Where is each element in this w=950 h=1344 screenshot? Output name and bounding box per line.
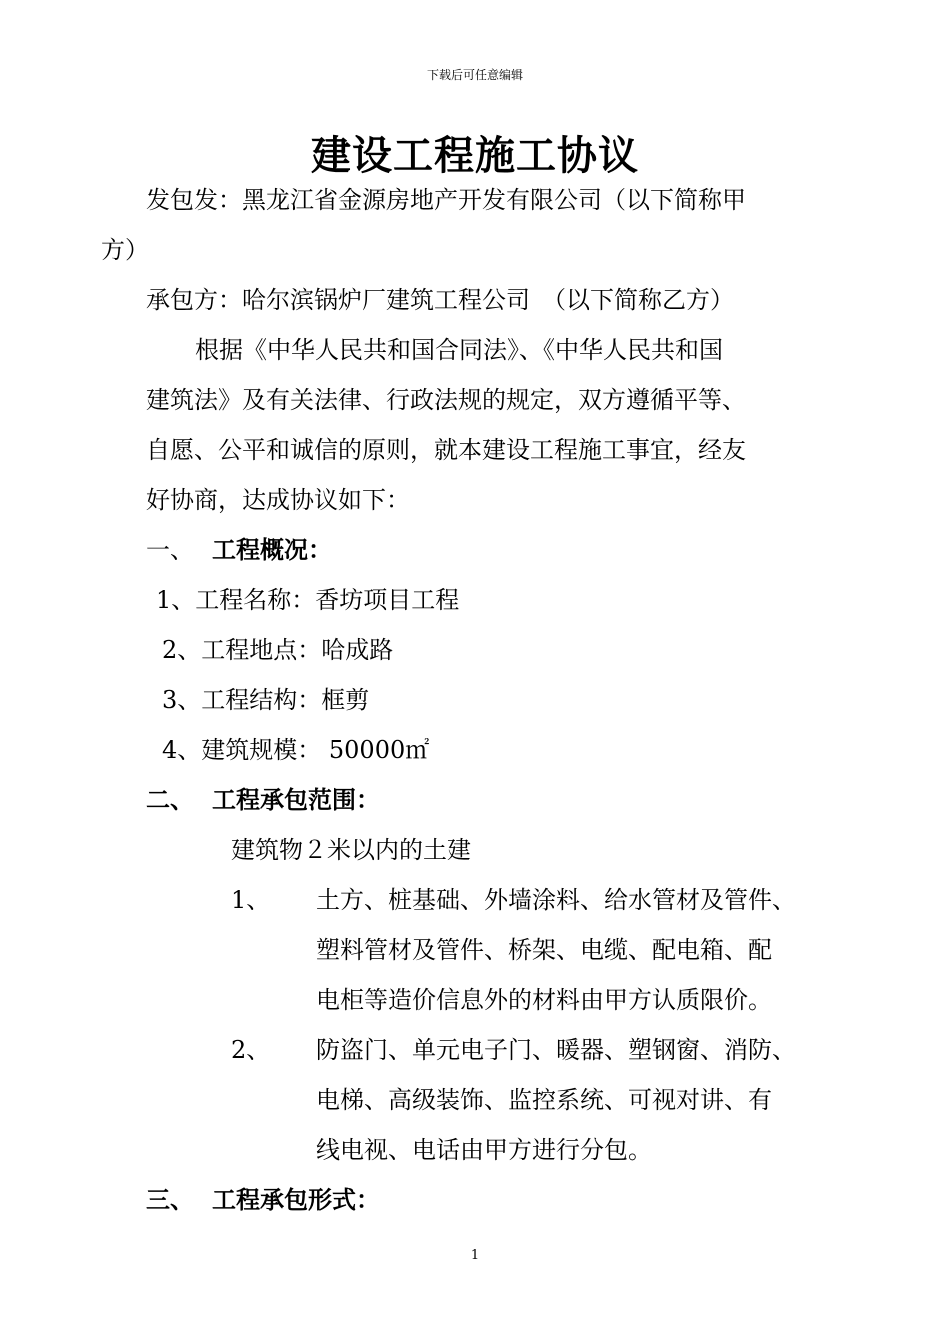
section2-number: 二、 [146,786,194,814]
section2-heading: 工程承包范围： [212,786,380,814]
preamble-line-2: 建筑法》及有关法律、行政法规的规定，双方遵循平等、 [146,386,746,414]
section1-number: 一、 [146,536,194,564]
section3-heading: 工程承包形式： [212,1186,380,1214]
section2-item-2-line-2: 电梯、高级装饰、监控系统、可视对讲、有 [316,1086,772,1114]
section1-item-3: 3、工程结构：框剪 [162,686,370,714]
client-line-2: 方） [101,236,149,264]
section1-heading: 工程概况： [212,536,332,564]
client-line-1: 发包发：黑龙江省金源房地产开发有限公司（以下简称甲 [146,186,746,214]
section2-item-2-line-3: 线电视、电话由甲方进行分包。 [316,1136,652,1164]
preamble-line-3: 自愿、公平和诚信的原则，就本建设工程施工事宜，经友 [146,436,746,464]
section2-intro: 建筑物２米以内的土建 [231,836,471,864]
contractor-line: 承包方：哈尔滨锅炉厂建筑工程公司 （以下简称乙方） [146,286,734,314]
preamble-line-1: 根据《中华人民共和国合同法》、《中华人民共和国 [195,336,723,364]
section2-item-2-number: 2、 [231,1036,271,1064]
section2-item-1-line-3: 电柜等造价信息外的材料由甲方认质限价。 [316,986,772,1014]
section1-item-2: 2、工程地点：哈成路 [162,636,394,664]
section1-item-1: 1、工程名称：香坊项目工程 [156,586,460,614]
page-number: 1 [470,1248,480,1263]
section2-item-2-line-1: 防盗门、单元电子门、暖器、塑钢窗、消防、 [316,1036,796,1064]
document-title: 建设工程施工协议 [311,133,639,179]
page-header: 下载后可任意编辑 [426,68,523,82]
section2-item-1-line-1: 土方、桩基础、外墙涂料、给水管材及管件、 [316,886,796,914]
section1-item-4: 4、建筑规模： 50000㎡ [162,736,430,764]
section2-item-1-line-2: 塑料管材及管件、桥架、电缆、配电箱、配 [316,936,772,964]
preamble-line-4: 好协商，达成协议如下： [146,486,410,514]
section3-number: 三、 [146,1186,194,1214]
section2-item-1-number: 1、 [231,886,271,914]
